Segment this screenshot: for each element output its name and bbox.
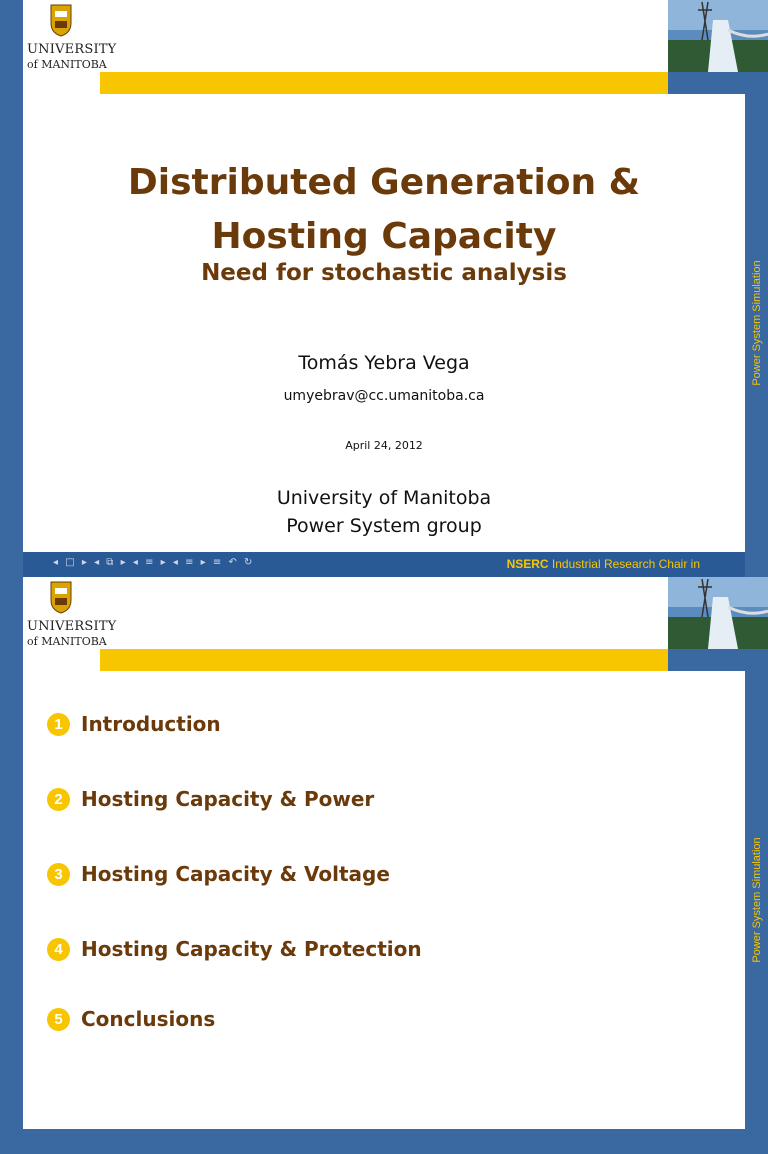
nav-prev-icon[interactable]: ◂ — [132, 557, 139, 568]
toc-item[interactable] — [47, 937, 422, 967]
slide-subtitle: Need for stochastic analysis — [201, 260, 567, 286]
footer — [0, 552, 768, 577]
university-logo — [23, 577, 117, 649]
sidebar-label: Power System Simulation — [750, 837, 763, 963]
toc-number: 5 — [47, 1008, 70, 1031]
institution-line-1: University of Manitoba — [276, 487, 492, 509]
slide-outline — [0, 577, 768, 1154]
logo-text-manitoba: of MANITOBA — [27, 58, 107, 71]
institution — [23, 484, 745, 540]
toc-item[interactable] — [47, 1007, 215, 1037]
nav-prev-icon[interactable]: ◂ — [53, 557, 60, 568]
logo-text-university: UNIVERSITY — [27, 619, 117, 634]
sidebar-vertical-text — [745, 671, 768, 1129]
toc-item[interactable] — [47, 712, 221, 742]
header-accent-bar — [100, 649, 668, 671]
header-bar-left — [23, 72, 100, 94]
header-accent-bar — [100, 72, 668, 94]
nav-subsection-icon[interactable]: ⧉ — [106, 557, 115, 568]
presentation-date: April 24, 2012 — [345, 439, 423, 452]
header-bar — [23, 577, 668, 649]
toc-item[interactable] — [47, 862, 390, 892]
nav-next-icon[interactable]: ▸ — [160, 557, 167, 568]
toc-label: Introduction — [81, 712, 221, 736]
author-email: umyebrav@cc.umanitoba.ca — [283, 388, 485, 404]
nav-frame-icon[interactable]: □ — [65, 557, 76, 568]
nav-next-icon[interactable]: ▸ — [200, 557, 207, 568]
toc-number: 1 — [47, 713, 70, 736]
nav-section-icon[interactable]: ≡ — [185, 557, 195, 568]
title-line-1: Distributed Generation & — [127, 162, 641, 203]
sponsor-text: Industrial Research Chair in — [551, 557, 700, 571]
sidebar-vertical-text — [745, 94, 768, 552]
logo-text-manitoba: of MANITOBA — [27, 635, 107, 648]
crest-icon — [49, 580, 73, 614]
beamer-navigation[interactable] — [53, 557, 255, 568]
toc-label: Hosting Capacity & Voltage — [81, 862, 390, 886]
slide-content — [23, 671, 745, 1129]
crest-icon — [49, 3, 73, 37]
sidebar-label: Power System Simulation — [750, 260, 763, 386]
nav-back-icon[interactable]: ↶ — [228, 557, 238, 568]
footer-sponsor — [507, 557, 700, 571]
nav-next-icon[interactable]: ▸ — [120, 557, 127, 568]
nav-toc-icon[interactable]: ≡ — [212, 557, 223, 568]
nav-prev-icon[interactable]: ◂ — [94, 557, 101, 568]
nav-section-icon[interactable]: ≡ — [145, 557, 155, 568]
slide-content — [23, 94, 745, 552]
header-photo — [668, 577, 768, 649]
toc-number: 2 — [47, 788, 70, 811]
nav-refresh-icon[interactable]: ↻ — [244, 557, 254, 568]
toc-label: Hosting Capacity & Power — [81, 787, 375, 811]
author-name: Tomás Yebra Vega — [298, 352, 470, 374]
slide-title-text — [23, 156, 745, 264]
header-photo — [668, 0, 768, 72]
toc-item[interactable] — [47, 787, 374, 817]
title-line-2: Hosting Capacity — [211, 216, 557, 257]
toc-number: 3 — [47, 863, 70, 886]
sponsor-bold: NSERC — [506, 557, 549, 571]
toc-label: Conclusions — [81, 1007, 216, 1031]
nav-next-icon[interactable]: ▸ — [81, 557, 88, 568]
footer-bar — [23, 552, 745, 577]
logo-text-university: UNIVERSITY — [27, 42, 117, 57]
university-logo — [23, 0, 117, 72]
toc-number: 4 — [47, 938, 70, 961]
header-bar — [23, 0, 668, 72]
toc-label: Hosting Capacity & Protection — [81, 937, 422, 961]
header-bar-left — [23, 649, 100, 671]
nav-prev-icon[interactable]: ◂ — [172, 557, 179, 568]
institution-line-2: Power System group — [286, 515, 482, 537]
